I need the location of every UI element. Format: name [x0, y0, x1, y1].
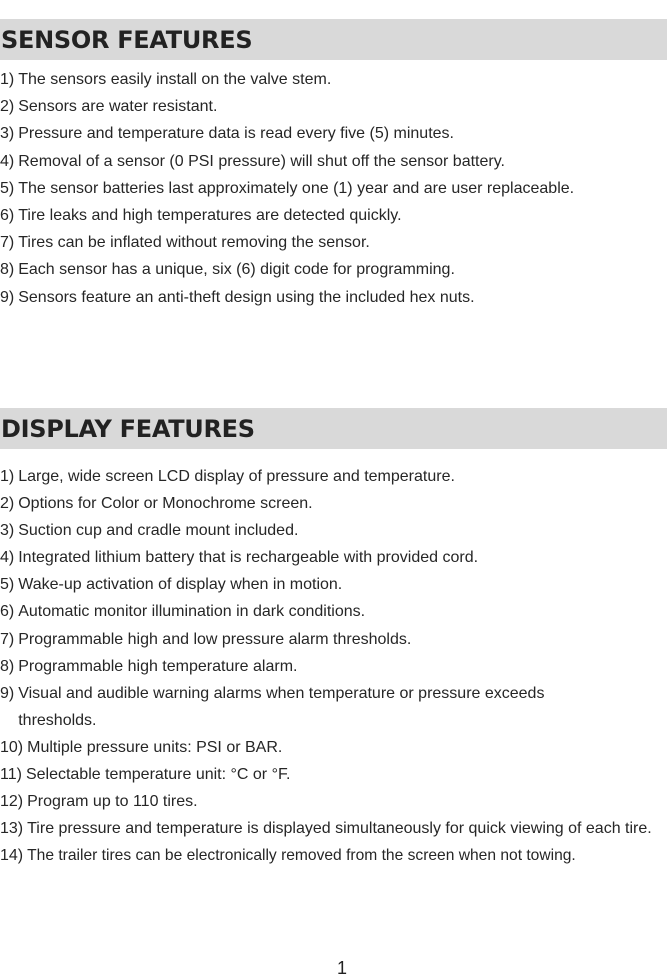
list-item — [0, 284, 667, 311]
item-text: Wake-up activation of display when in motion. — [18, 576, 343, 594]
item-text: Pressure and temperature data is read every five (5) minutes. — [18, 125, 454, 143]
item-number: 2) — [0, 495, 15, 513]
item-number: 12) — [0, 793, 24, 811]
list-item — [0, 598, 667, 625]
item-text: Options for Color or Monochrome screen. — [18, 495, 313, 513]
item-text: Multiple pressure units: PSI or BAR. — [27, 738, 283, 756]
list-item — [0, 120, 667, 147]
item-number: 11) — [0, 766, 22, 784]
list-item — [0, 202, 667, 229]
display-features-title: DISPLAY FEATURES — [1, 415, 255, 443]
list-item — [0, 761, 667, 788]
item-number: 13) — [0, 820, 24, 838]
item-number: 1) — [0, 71, 15, 88]
item-text: Tire leaks and high temperatures are detected quickly. — [18, 207, 402, 225]
item-text: Large, wide screen LCD display of pressure and temperature. — [18, 468, 455, 485]
list-item — [0, 175, 667, 202]
item-number: 5) — [0, 179, 15, 197]
item-number: 5) — [0, 576, 15, 594]
item-text: Automatic monitor illumination in dark conditions. — [18, 603, 366, 621]
item-text: Program up to 110 tires. — [27, 793, 198, 811]
item-text: Programmable high temperature alarm. — [18, 657, 298, 675]
list-item — [0, 490, 667, 517]
list-item — [0, 66, 667, 93]
list-item — [0, 463, 667, 490]
list-item — [0, 788, 667, 815]
item-number: 4) — [0, 152, 15, 170]
list-item — [0, 815, 667, 842]
page-number: 1 — [337, 958, 348, 978]
item-number: 9) — [0, 288, 15, 306]
item-number: 4) — [0, 549, 15, 567]
item-text: Integrated lithium battery that is rechargeable with provided cord. — [18, 549, 479, 567]
list-item — [0, 544, 667, 571]
item-text: Each sensor has a unique, six (6) digit code for programming. — [18, 261, 455, 279]
item-text: Visual and audible warning alarms when temperature or pressure exceeds thresholds. — [18, 684, 545, 729]
display-features-list — [0, 463, 667, 869]
item-number: 2) — [0, 98, 15, 116]
item-number: 10) — [0, 738, 24, 756]
item-text: Programmable high and low pressure alarm thresholds. — [18, 630, 412, 648]
item-text: Sensors are water resistant. — [18, 98, 218, 116]
list-item — [0, 93, 667, 120]
list-item — [0, 680, 667, 734]
item-text: Selectable temperature unit: °C or °F. — [25, 766, 291, 784]
list-item — [0, 148, 667, 175]
list-item — [0, 229, 667, 256]
item-number: 3) — [0, 522, 15, 540]
item-number: 1) — [0, 468, 15, 485]
list-item — [0, 734, 667, 761]
list-item — [0, 842, 667, 869]
item-number: 14) — [0, 847, 24, 865]
item-number: 9) — [0, 684, 15, 702]
item-text: The trailer tires can be electronically removed from the screen when not towing. — [27, 847, 576, 865]
item-number: 6) — [0, 603, 15, 621]
item-number: 8) — [0, 261, 15, 279]
item-text: The sensors easily install on the valve stem. — [18, 71, 332, 88]
sensor-features-header — [0, 19, 667, 60]
item-text: Removal of a sensor (0 PSI pressure) will shut off the sensor battery. — [18, 152, 505, 170]
item-text: Tire pressure and temperature is displayed simultaneously for quick viewing of each tire. — [27, 820, 652, 838]
list-item — [0, 256, 667, 283]
list-item — [0, 571, 667, 598]
item-text: Tires can be inflated without removing the sensor. — [18, 234, 370, 252]
display-features-header — [0, 408, 667, 449]
list-item — [0, 626, 667, 653]
item-number: 7) — [0, 234, 15, 252]
item-number: 6) — [0, 207, 15, 225]
item-number: 8) — [0, 657, 15, 675]
item-text: The sensor batteries last approximately one (1) year and are user replaceable. — [18, 179, 575, 197]
item-text: Suction cup and cradle mount included. — [18, 522, 299, 540]
list-item — [0, 653, 667, 680]
item-number: 3) — [0, 125, 15, 143]
list-item — [0, 517, 667, 544]
sensor-features-title: SENSOR FEATURES — [1, 26, 253, 54]
sensor-features-list — [0, 66, 667, 311]
item-text: Sensors feature an anti-theft design using the included hex nuts. — [18, 288, 475, 306]
item-number: 7) — [0, 630, 15, 648]
